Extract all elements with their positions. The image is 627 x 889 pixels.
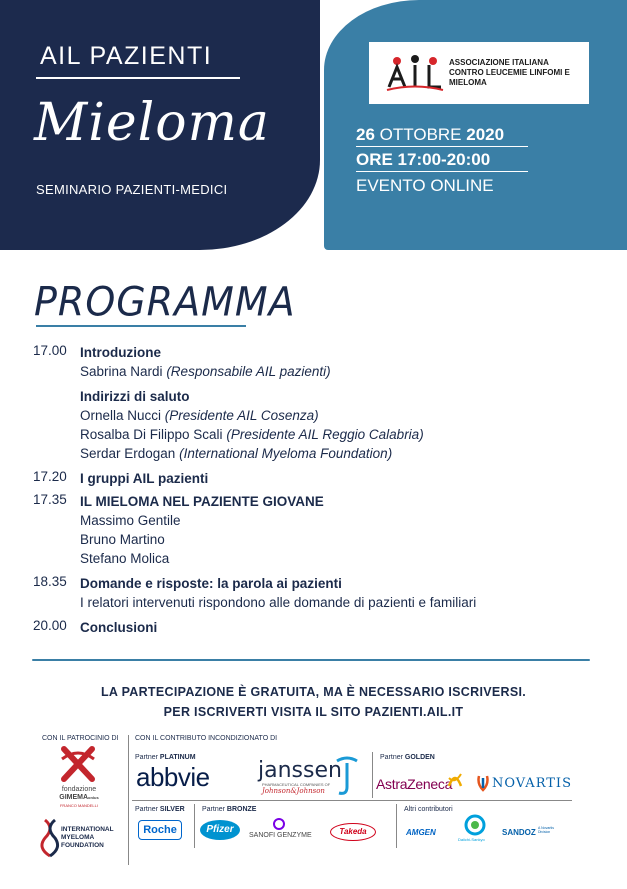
program-time: 18.35 [33,574,67,589]
golden-prefix: Partner [380,754,403,761]
imf-line1: INTERNATIONAL [61,826,114,833]
program-speaker [80,549,603,568]
jnj-logo: Johnson&Johnson [262,787,325,795]
sponsor-divider-vertical [128,735,129,865]
platinum-tier: PLATINUM [159,754,196,761]
ail-logo-icon [385,53,445,93]
program-speaker [80,530,603,549]
program-item-body [80,618,603,637]
takeda-logo: Takeda [330,823,376,841]
program-item-body [80,387,603,463]
section-divider [32,659,590,661]
program-title: IL MIELOMA NEL PAZIENTE GIOVANE [80,494,324,509]
sanofi-logo-icon [270,817,288,831]
speaker-name: Bruno Martino [80,532,165,547]
gimema-line1: fondazione [61,786,97,793]
sandoz-logo: SANDOZ [502,828,536,837]
program-title: Conclusioni [80,620,158,635]
bronze-tier: BRONZE [226,806,257,813]
program-speaker [80,444,603,463]
speaker-name: I relatori intervenuti rispondono alle domande di pazienti e familiari [80,595,477,610]
sandoz-subtitle: A Novartis Division [538,826,554,834]
program-title: I gruppi AIL pazienti [80,471,209,486]
ail-logo-box [369,42,589,104]
programma-heading: PROGRAMMA [34,278,296,326]
program-item [33,574,603,612]
programma-underline [36,325,246,327]
gimema-line3: FRANCO MANDELLI [59,803,98,808]
pfizer-logo: Pfizer [200,820,240,840]
ail-org-name: ASSOCIAZIONE ITALIANA CONTRO LEUCEMIE LINFOMI E MIELOMA [449,58,570,87]
program-speaker [80,406,603,425]
program-time: 17.20 [33,469,67,484]
imf-line3: FOUNDATION [61,842,104,849]
program-time: 17.35 [33,492,67,507]
cta-participation: LA PARTECIPAZIONE È GRATUITA, MA È NECESSARIO ISCRIVERSI. [101,685,526,699]
patrocinio-label: CON IL PATROCINIO DI [42,735,119,742]
silver-tier: SILVER [159,806,185,813]
imf-logo [61,826,114,850]
date-year: 2020 [466,125,505,144]
cta-registration: PER ISCRIVERTI VISITA IL SITO PAZIENTI.AIL.IT [163,705,464,719]
program-speaker [80,362,603,381]
bronze-label [202,806,256,813]
janssen-subtitle: PHARMACEUTICAL COMPANIES OF [262,782,331,787]
speaker-name: Rosalba Di Filippo Scali [80,427,223,442]
astrazeneca-logo: AstraZeneca [376,776,453,792]
program-item-body [80,343,603,381]
golden-label [380,754,435,761]
silver-bronze-divider [194,804,195,848]
event-series-title: AIL PAZIENTI [40,42,213,70]
altri-label: Altri contributori [404,806,453,813]
novartis-logo-icon [476,774,490,792]
silver-prefix: Partner [135,806,158,813]
program-speaker [80,511,603,530]
event-date [356,125,504,145]
abbvie-logo: abbvie [136,762,210,792]
program-speaker [80,593,603,612]
date-day: 26 [356,125,375,144]
program-item-body [80,469,603,488]
speaker-role: (Presidente AIL Cosenza) [164,408,319,423]
astrazeneca-logo-icon [447,768,463,788]
golden-tier: GOLDEN [404,754,435,761]
novartis-logo: NOVARTIS [492,776,572,791]
speaker-role: (International Myeloma Foundation) [179,446,393,461]
imf-logo-icon [40,818,60,858]
program-item-body [80,574,603,612]
bronze-altri-divider [396,804,397,848]
speaker-name: Stefano Molica [80,551,170,566]
gimema-line2 [52,794,106,802]
speaker-name: Massimo Gentile [80,513,181,528]
speaker-role: (Presidente AIL Reggio Calabria) [226,427,424,442]
platinum-prefix: Partner [135,754,158,761]
speaker-name: Sabrina Nardi [80,364,163,379]
program-list [33,343,603,641]
sponsor-divider-horizontal [132,800,572,801]
platinum-label [135,754,196,761]
program-item [33,387,603,463]
gimema-logo-icon [56,745,100,785]
janssen-logo-icon [333,755,361,797]
contributo-label: CON IL CONTRIBUTO INCONDIZIONATO DI [135,735,278,742]
program-item [33,618,603,637]
daiichi-logo: Daiichi-Sankyo [458,837,485,842]
janssen-logo: janssen [258,758,342,783]
program-item [33,492,603,568]
title-underline [36,77,240,79]
platinum-golden-divider [372,752,373,798]
event-title: Mieloma [34,93,270,153]
program-item [33,469,603,488]
program-time: 20.00 [33,618,67,633]
silver-label [135,806,185,813]
speaker-role: (Responsabile AIL pazienti) [166,364,331,379]
program-item-body [80,492,603,568]
date-month: OTTOBRE [379,125,462,144]
event-time: ORE 17:00-20:00 [356,150,491,169]
event-mode: EVENTO ONLINE [356,176,494,195]
amgen-logo: AMGEN [406,828,436,837]
program-title: Indirizzi di saluto [80,389,190,404]
bronze-prefix: Partner [202,806,225,813]
gimema-suffix: onlus [88,795,99,800]
speaker-name: Ornella Nucci [80,408,162,423]
program-title: Introduzione [80,345,161,360]
gimema-logo [52,786,106,810]
event-subtitle: SEMINARIO PAZIENTI-MEDICI [36,182,228,197]
program-item [33,343,603,381]
gimema-name: GIMEMA [59,794,89,801]
speaker-name: Serdar Erdogan [80,446,176,461]
daiichi-logo-icon [464,814,486,836]
date-underline [356,146,528,147]
program-speaker [80,425,603,444]
imf-line2: MYELOMA [61,834,95,841]
program-title: Domande e risposte: la parola ai pazienti [80,576,342,591]
sanofi-logo: SANOFI GENZYME [249,832,312,839]
roche-logo: Roche [138,820,182,840]
time-underline [356,171,528,172]
program-time: 17.00 [33,343,67,358]
